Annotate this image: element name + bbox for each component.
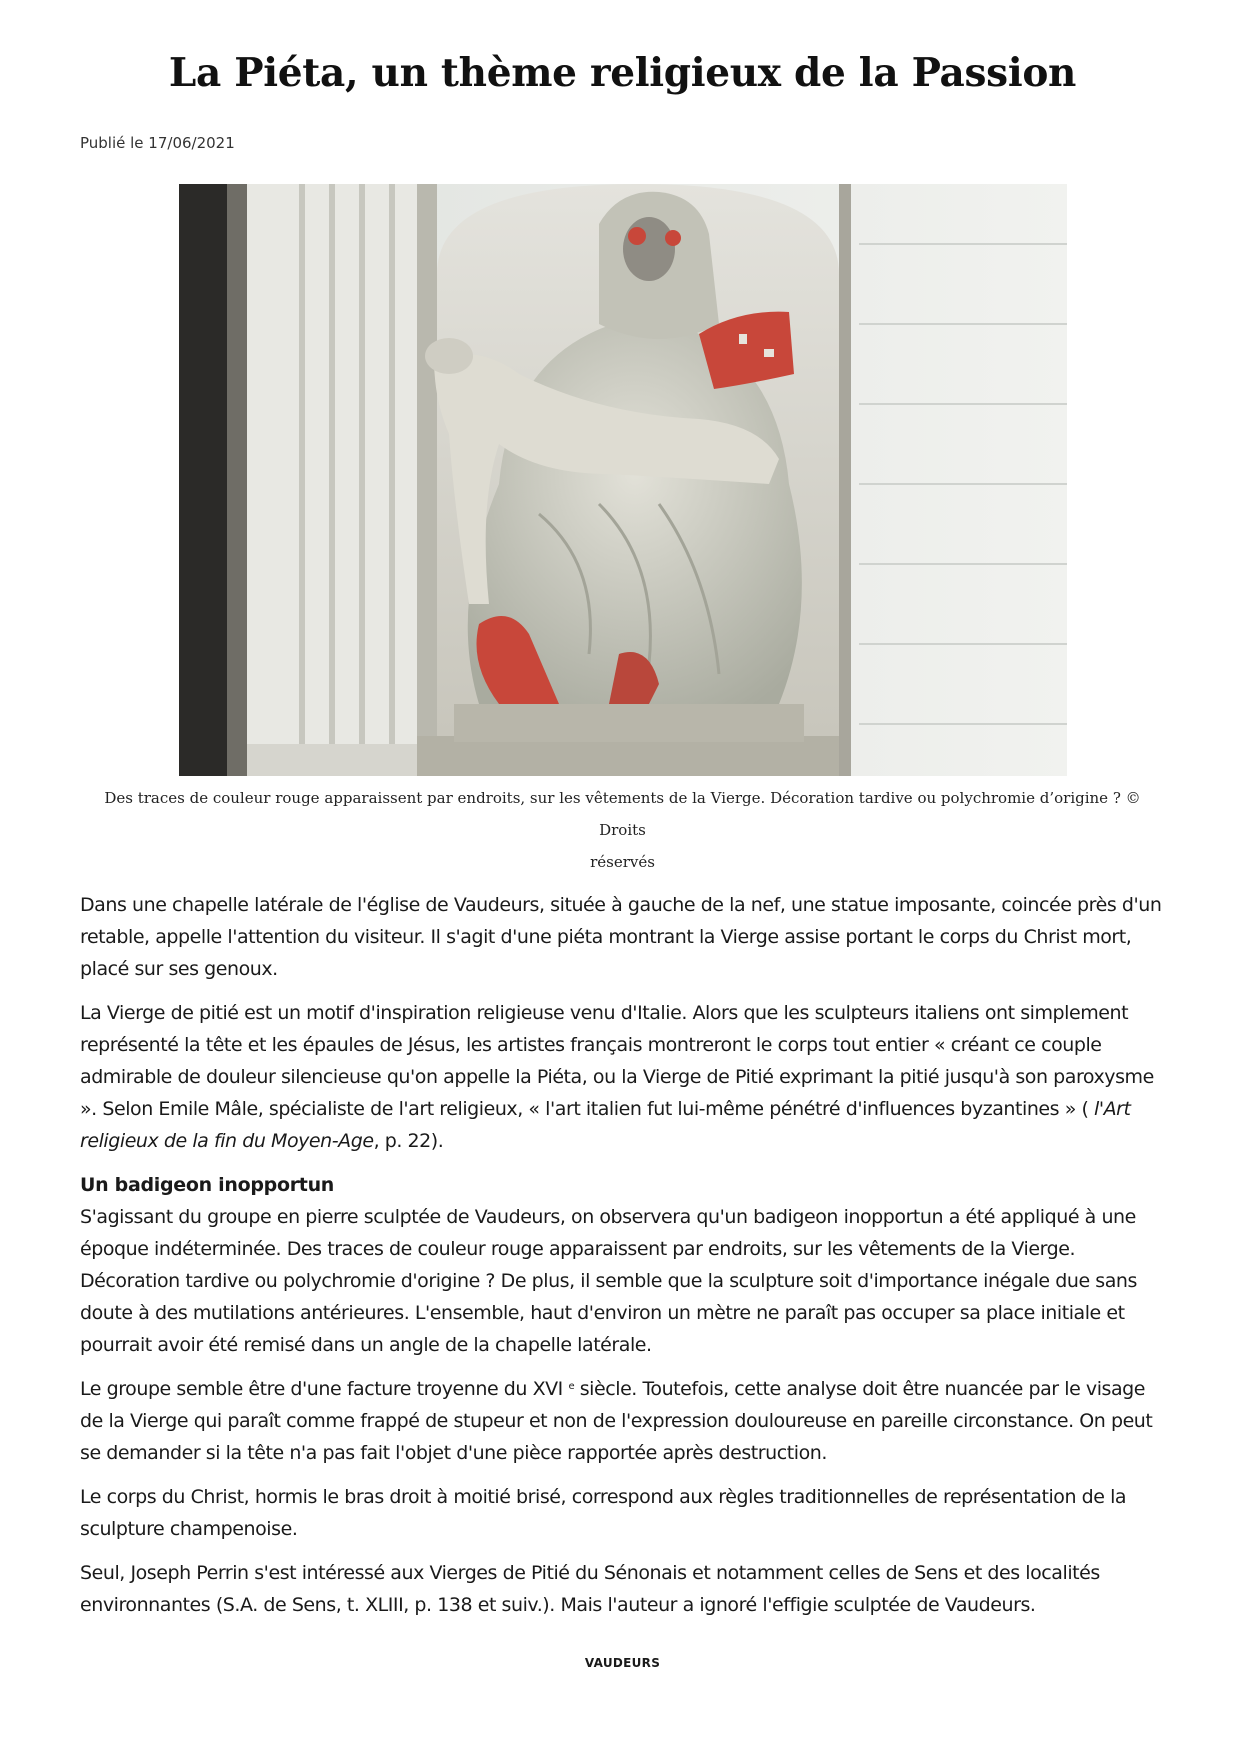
- article-title: La Piéta, un thème religieux de la Passion: [168, 50, 1077, 96]
- article-photo[interactable]: [179, 184, 1067, 776]
- paragraph-4-end: siècle. Toutefois, cette analyse doit être nuancée par le visage de la Vierge qui paraît comme frappé de stupeur et non de l'expression douloureuse en pareille circonstance. On peut se demander si la tête n'a pas fait l'objet d'une pièce rapportée après destruction.: [80, 1378, 1153, 1464]
- paragraph-2-end: , p. 22).: [373, 1130, 444, 1152]
- location-tag[interactable]: VAUDEURS: [584, 1656, 661, 1670]
- citation-title: l'Art religieux de la fin du Moyen-Age: [80, 1098, 1131, 1152]
- paragraph-4-start: Le groupe semble être d'une facture troyenne du XVI: [80, 1378, 569, 1400]
- paragraph-3: S'agissant du groupe en pierre sculptée de Vaudeurs, on observera qu'un badigeon inopportun a été appliqué à une époque indéterminée. Des traces de couleur rouge apparaissent par endroits, sur les vêtements de la Vierge. Décoration tardive ou polychromie d'origine ? De plus, il semble que la sculpture soit d'importance inégale due sans doute à des mutilations antérieures. L'ensemble, haut d'environ un mètre ne paraît pas occuper sa place initiale et pourrait avoir été remisé dans un angle de la chapelle latérale.: [80, 1206, 1137, 1356]
- publication-date: Publié le 17/06/2021: [80, 134, 235, 152]
- section-heading: Un badigeon inopportun: [80, 1174, 335, 1196]
- century-superscript: e: [568, 1381, 575, 1392]
- paragraph-5: Le corps du Christ, hormis le bras droit à moitié brisé, correspond aux règles traditionnelles de représentation de la sculpture champenoise.: [80, 1486, 1127, 1540]
- paragraph-2-text: La Vierge de pitié est un motif d'inspiration religieuse venu d'Italie. Alors que les sculpteurs italiens ont simplement représenté la tête et les épaules de Jésus, les artistes français montreront le corps tout entier « créant ce couple admirable de douleur silencieuse qu'on appelle la Piéta, ou la Vierge de Pitié exprimant la pitié jusqu'à son paroxysme ». Selon Emile Mâle, spécialiste de l'art religieux, « l'art italien fut lui-même pénétré d'influences byzantines » (: [80, 1002, 1154, 1120]
- photo-caption-line-1: Des traces de couleur rouge apparaissent par endroits, sur les vêtements de la Vierge. Décoration tardive ou polychromie d’origine ? © Droits: [104, 789, 1141, 839]
- photo-caption: [80, 782, 1165, 878]
- paragraph-1: Dans une chapelle latérale de l'église de Vaudeurs, située à gauche de la nef, une statue imposante, coincée près d'un retable, appelle l'attention du visiteur. Il s'agit d'une piéta montrant la Vierge assise portant le corps du Christ mort, placé sur ses genoux.: [80, 894, 1162, 980]
- paragraph-4: [80, 1373, 1165, 1469]
- paragraph-2: [80, 997, 1165, 1157]
- photo-caption-line-2: réservés: [590, 853, 655, 871]
- pieta-statue-photo: [179, 184, 1067, 776]
- article-body: [80, 889, 1165, 1633]
- paragraph-6: Seul, Joseph Perrin s'est intéressé aux Vierges de Pitié du Sénonais et notamment celles de Sens et des localités environnantes (S.A. de Sens, t. XLIII, p. 138 et suiv.). Mais l'auteur a ignoré l'effigie sculptée de Vaudeurs.: [80, 1562, 1100, 1616]
